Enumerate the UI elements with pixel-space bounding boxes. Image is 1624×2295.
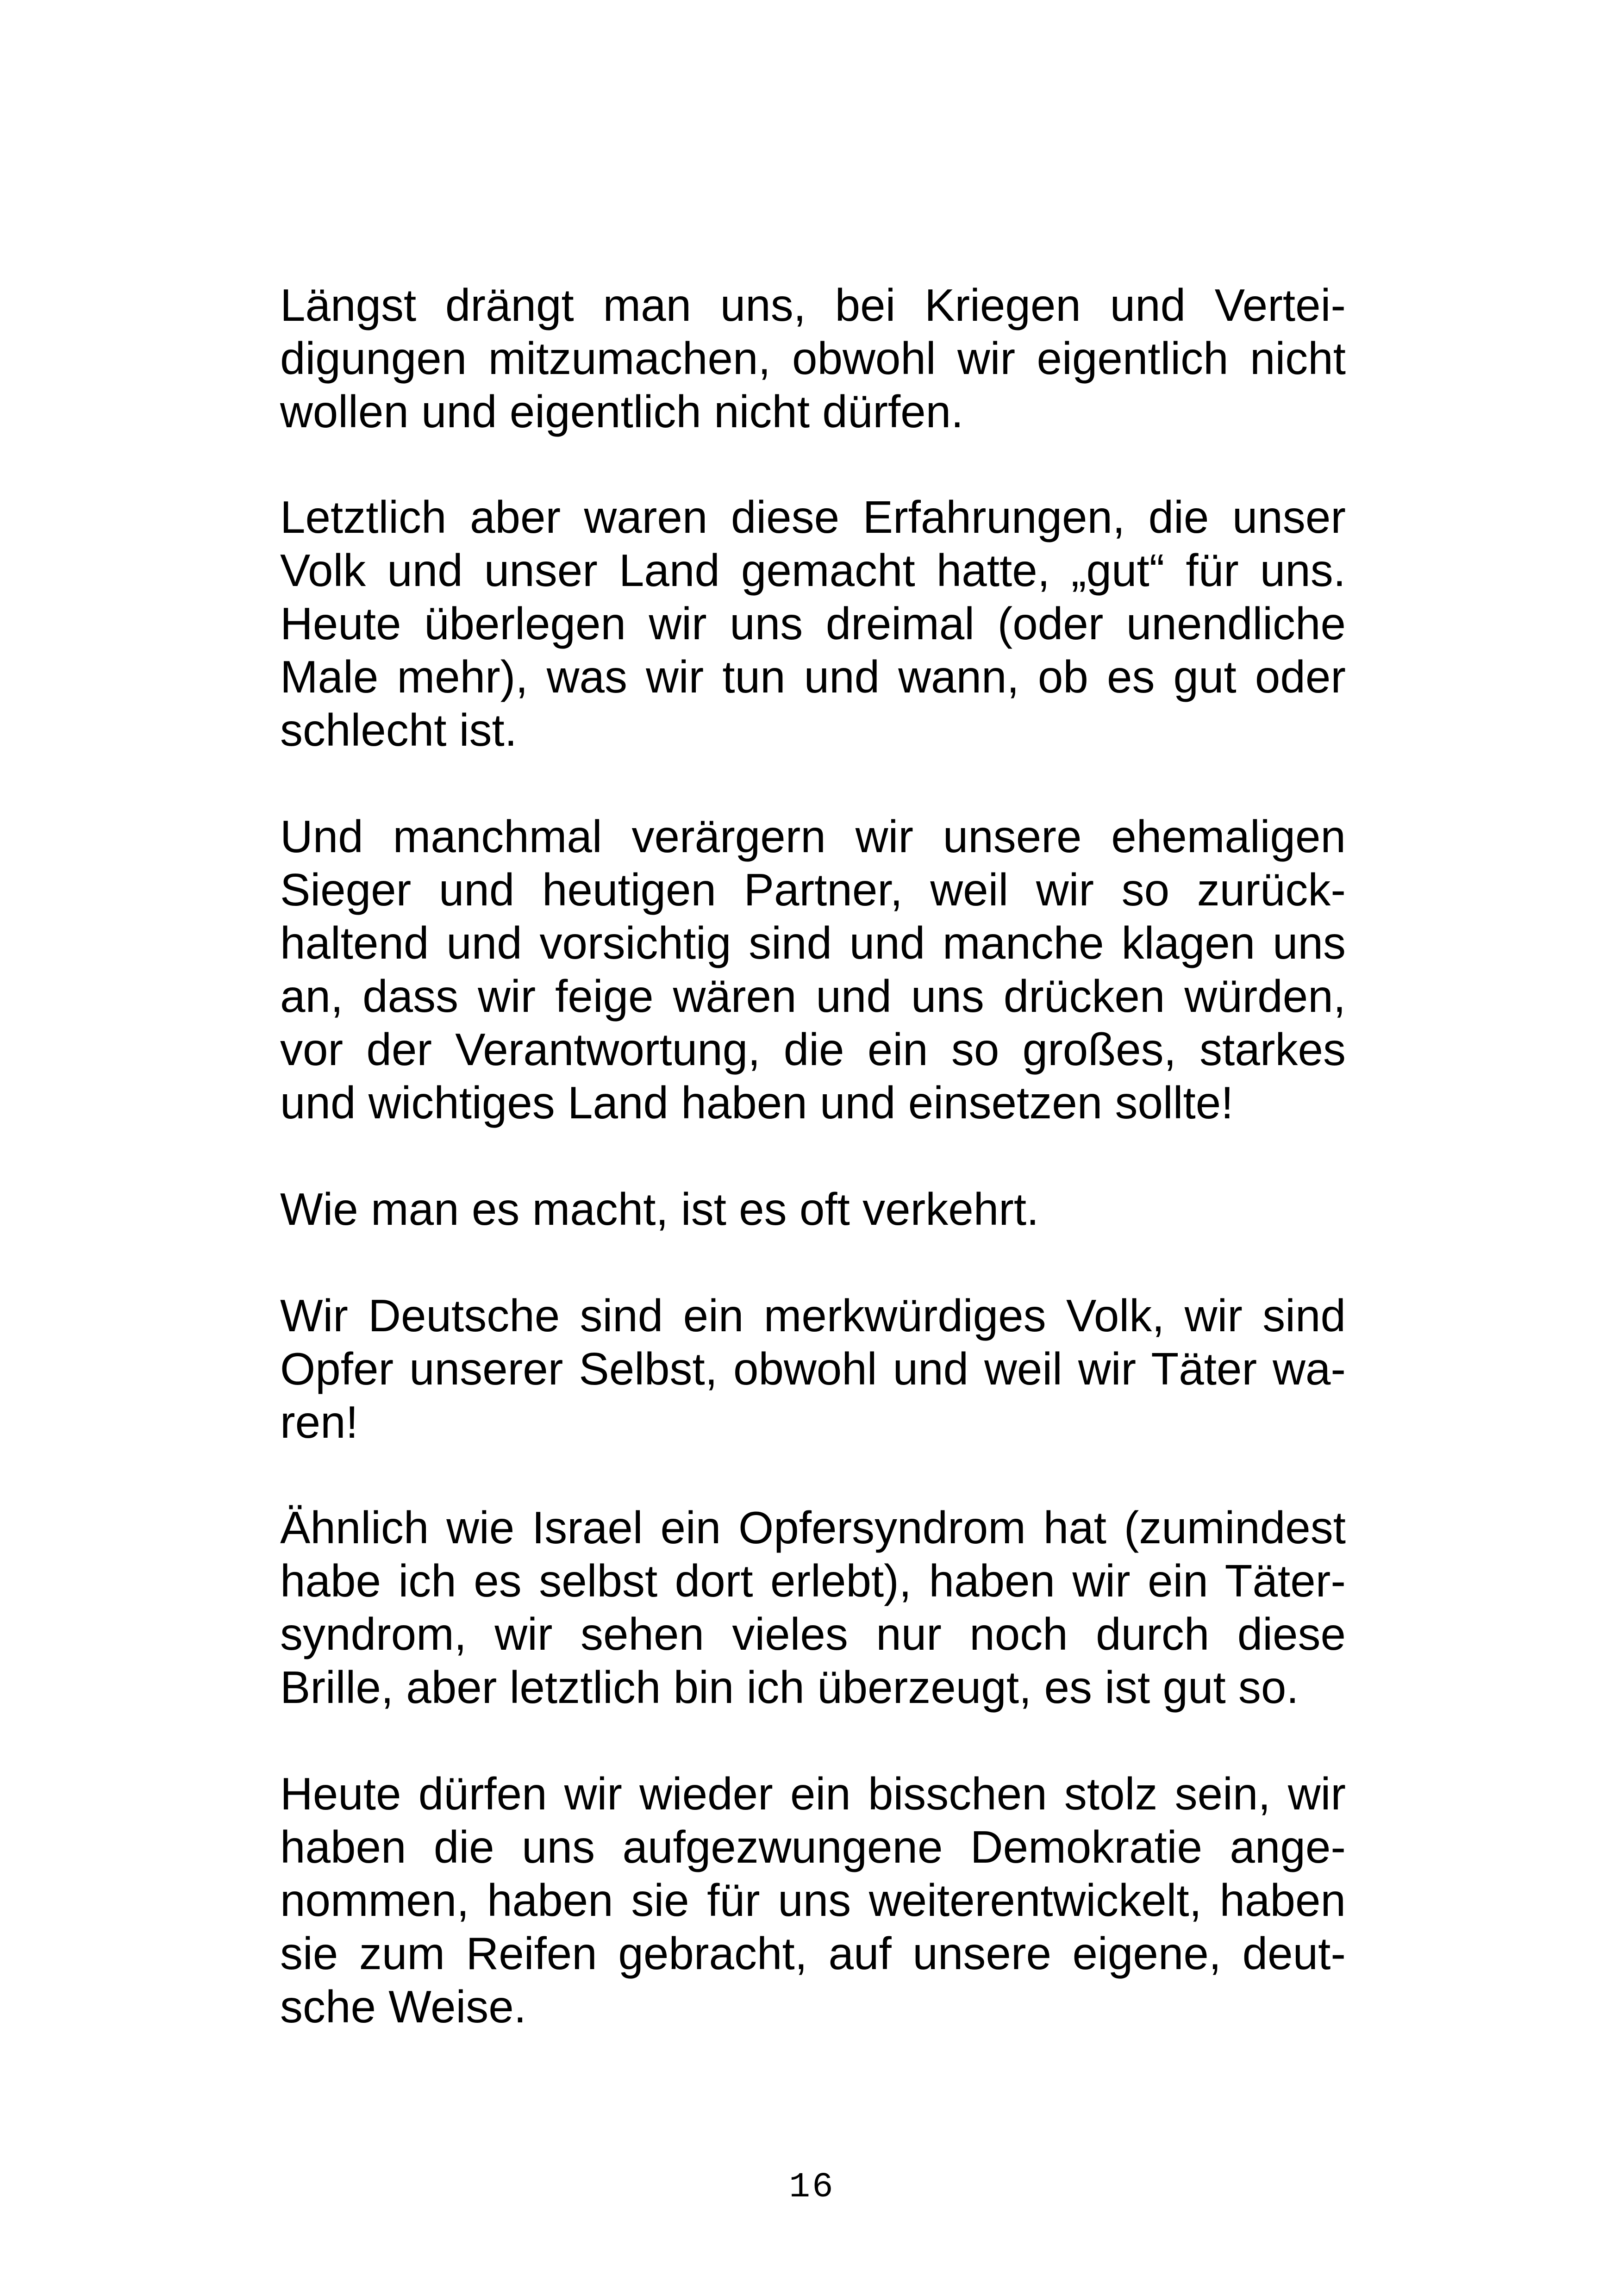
- text-line: Heute dürfen wir wieder ein bisschen stolz sein, wir: [280, 1768, 1346, 1819]
- text-line: schlecht ist.: [280, 705, 517, 755]
- page-number: 16: [789, 2167, 835, 2207]
- text-line: nommen, haben sie für uns weiterentwickelt, haben: [280, 1875, 1346, 1926]
- text-line: wollen und eigentlich nicht dürfen.: [280, 386, 964, 437]
- text-line: Ähnlich wie Israel ein Opfersyndrom hat (zumindest: [280, 1502, 1346, 1553]
- text-line: Längst drängt man uns, bei Kriegen und Vertei-: [280, 280, 1346, 331]
- text-line: Male mehr), was wir tun und wann, ob es gut oder: [280, 651, 1346, 702]
- text-line: Wir Deutsche sind ein merkwürdiges Volk, wir sind: [280, 1290, 1346, 1341]
- text-line: habe ich es selbst dort erlebt), haben wir ein Täter-: [280, 1555, 1346, 1606]
- text-line: Und manchmal verärgern wir unsere ehemaligen: [280, 811, 1346, 862]
- text-line: Brille, aber letztlich bin ich überzeugt, es ist gut so.: [280, 1662, 1299, 1713]
- text-line: haben die uns aufgezwungene Demokratie ange-: [280, 1821, 1346, 1872]
- text-line: und wichtiges Land haben und einsetzen sollte!: [280, 1077, 1234, 1128]
- text-line: vor der Verantwortung, die ein so großes, starkes: [280, 1024, 1346, 1075]
- text-line: Letztlich aber waren diese Erfahrungen, die unser: [280, 492, 1346, 543]
- text-line: sche Weise.: [280, 1981, 526, 2032]
- text-line: an, dass wir feige wären und uns drücken würden,: [280, 971, 1346, 1022]
- text-line: ren!: [280, 1397, 358, 1447]
- text-line: Sieger und heutigen Partner, weil wir so zurück-: [280, 864, 1346, 915]
- text-line: Opfer unserer Selbst, obwohl und weil wir Täter wa-: [280, 1343, 1346, 1394]
- text-line: Heute überlegen wir uns dreimal (oder unendliche: [280, 598, 1346, 649]
- text-line: sie zum Reifen gebracht, auf unsere eigene, deut-: [280, 1928, 1346, 1979]
- text-line: Wie man es macht, ist es oft verkehrt.: [280, 1184, 1039, 1235]
- text-line: digungen mitzumachen, obwohl wir eigentlich nicht: [280, 333, 1346, 384]
- text-line: syndrom, wir sehen vieles nur noch durch diese: [280, 1609, 1346, 1659]
- text-line: haltend und vorsichtig sind und manche klagen uns: [280, 917, 1346, 968]
- text-line: Volk und unser Land gemacht hatte, „gut“ für uns.: [280, 545, 1346, 596]
